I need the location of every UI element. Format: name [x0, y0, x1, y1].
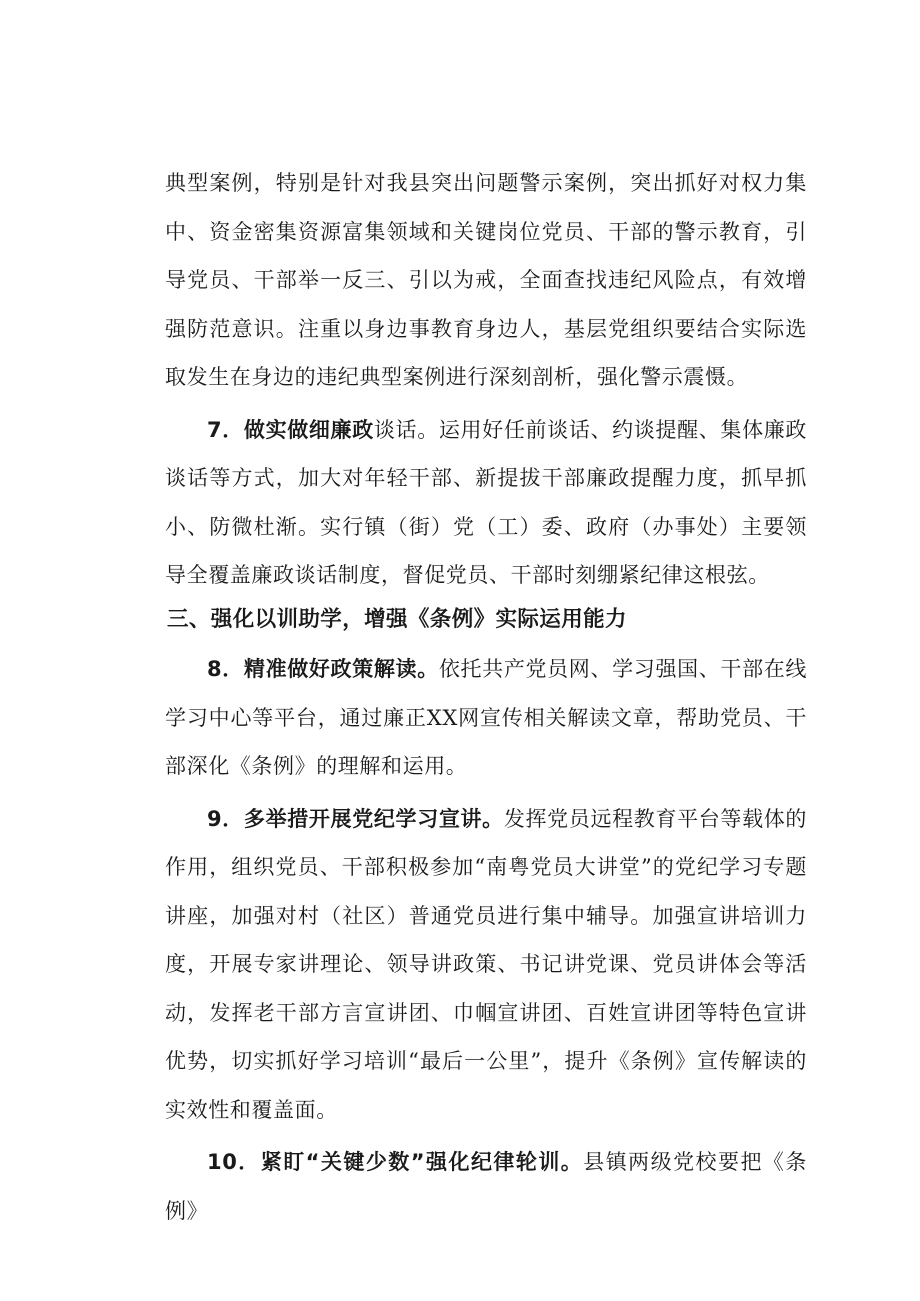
paragraph-text: 依托共产党员网、学习强国、干部在线学习中心等平台，通过廉正XX网宣传相关解读文章，帮助党员、干部深化《条例》的理解和运用。: [165, 657, 807, 778]
paragraph-lead: 8．精准做好政策解读。: [207, 657, 439, 681]
section-heading: 三、强化以训助学，增强《条例》实际运用能力: [167, 607, 627, 632]
paragraph-text: 县镇两级党校要把《条例》: [165, 1150, 807, 1223]
continuation-paragraph: [165, 159, 807, 402]
paragraph-8: [165, 645, 807, 791]
paragraph-10: [165, 1138, 807, 1235]
paragraph-lead: 9．多举措开展党纪学习宣讲。: [207, 806, 504, 831]
paragraph-text: 典型案例，特别是针对我县突出问题警示案例，突出抓好对权力集中、资金密集资源富集领域和关键岗位党员、干部的警示教育，引导党员、干部举一反三、引以为戒，全面查找违纪风险点，有效增强防范意识。注重以身边事教育身边人，基层党组织要结合实际选取发生在身边的违纪典型案例进行深刻剖析，强化警示震慑。: [165, 171, 807, 389]
paragraph-lead: 7．做实做细廉政: [207, 417, 374, 442]
paragraph-9: [165, 795, 807, 1135]
paragraph-text: 发挥党员远程教育平台等载体的作用，组织党员、干部积极参加“南粤党员大讲堂”的党纪学习专题讲座，加强对村（社区）普通党员进行集中辅导。加强宣讲培训力度，开展专家讲理论、领导讲政策、书记讲党课、党员讲体会等活动，发挥老干部方言宣讲团、巾帼宣讲团、百姓宣讲团等特色宣讲优势，切实抓好学习培训“最后一公里”，提升《条例》宣传解读的实效性和覆盖面。: [165, 806, 808, 1122]
section-block: [165, 596, 807, 1235]
body-text-top: [165, 159, 807, 600]
paragraph-7: [165, 406, 807, 600]
paragraph-lead: 10．紧盯“关键少数”强化纪律轮训。: [207, 1150, 584, 1174]
paragraph-text: 谈话。运用好任前谈话、约谈提醒、集体廉政谈话等方式，加大对年轻干部、新提拔干部廉政提醒力度，抓早抓小、防微杜渐。实行镇（街）党（工）委、政府（办事处）主要领导全覆盖廉政谈话制度，督促党员、干部时刻绷紧纪律这根弦。: [165, 417, 807, 587]
